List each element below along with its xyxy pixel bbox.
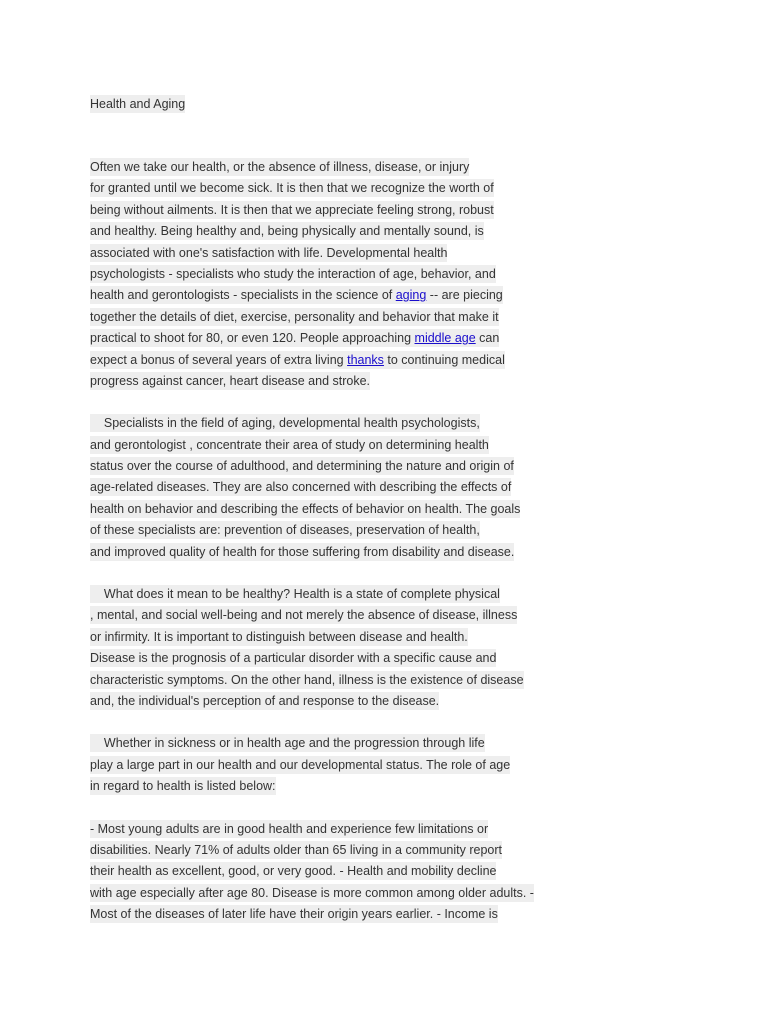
line-highlight [90, 543, 514, 561]
text-segment: can [475, 331, 500, 346]
line-highlight [90, 905, 498, 923]
text-line [90, 243, 560, 264]
text-segment: for granted until we become sick. It is then that we recognize the worth of [90, 181, 494, 196]
text-line [90, 883, 560, 904]
paragraph [90, 584, 560, 712]
line-highlight [90, 179, 494, 197]
paragraph-spacer [90, 712, 560, 733]
line-highlight [90, 222, 484, 240]
text-segment: play a large part in our health and our developmental status. The role of age [90, 757, 511, 772]
text-line [90, 542, 560, 563]
line-highlight [90, 478, 511, 496]
line-highlight [90, 884, 534, 902]
text-segment: together the details of diet, exercise, personality and behavior that make it [90, 309, 499, 324]
paragraph-spacer [90, 392, 560, 413]
text-line [90, 733, 560, 754]
text-line [90, 904, 560, 925]
text-line [90, 221, 560, 242]
document-page [90, 94, 560, 926]
text-line [90, 285, 560, 306]
text-line [90, 840, 560, 861]
line-highlight [90, 500, 520, 518]
text-line [90, 264, 560, 285]
text-segment: and healthy. Being healthy and, being physically and mentally sound, is [90, 224, 484, 239]
text-segment: Often we take our health, or the absence of illness, disease, or injury [90, 160, 470, 174]
text-line [90, 350, 560, 371]
text-line [90, 371, 560, 392]
line-highlight [90, 308, 499, 326]
text-segment: age-related diseases. They are also concerned with describing the effects of [90, 480, 512, 495]
inline-link[interactable]: middle age [414, 331, 476, 346]
text-segment: Disease is the prognosis of a particular disorder with a specific cause and [90, 651, 497, 666]
line-highlight [90, 244, 447, 262]
line-highlight [90, 329, 499, 347]
text-segment: expect a bonus of several years of extra living [90, 352, 348, 367]
line-highlight [90, 414, 480, 432]
line-highlight [90, 286, 503, 304]
text-segment: progress against cancer, heart disease and stroke. [90, 373, 371, 388]
document-body [90, 157, 560, 926]
line-highlight [90, 436, 489, 454]
line-highlight [90, 862, 496, 880]
line-highlight [90, 351, 505, 369]
line-highlight [90, 585, 500, 603]
text-line [90, 178, 560, 199]
text-line [90, 584, 560, 605]
document-title: Health and Aging [90, 97, 186, 111]
text-line [90, 157, 560, 178]
text-line [90, 670, 560, 691]
line-highlight [90, 372, 370, 390]
text-segment: and, the individual's perception of and response to the disease. [90, 693, 440, 708]
text-line [90, 627, 560, 648]
text-segment: disabilities. Nearly 71% of adults older than 65 living in a community report [90, 842, 503, 857]
text-segment: Specialists in the field of aging, developmental health psychologists, [90, 416, 480, 431]
line-highlight [90, 457, 514, 475]
paragraph-spacer [90, 563, 560, 584]
text-line [90, 200, 560, 221]
text-line [90, 499, 560, 520]
line-highlight [90, 201, 494, 219]
text-segment: of these specialists are: prevention of diseases, preservation of health, [90, 523, 480, 538]
text-line [90, 413, 560, 434]
text-line [90, 861, 560, 882]
line-highlight [90, 265, 496, 283]
text-line [90, 520, 560, 541]
text-segment: status over the course of adulthood, and determining the nature and origin of [90, 459, 514, 474]
line-highlight [90, 734, 485, 752]
title-spacer [90, 114, 560, 157]
text-line [90, 456, 560, 477]
text-segment: practical to shoot for 80, or even 120. People approaching [90, 331, 415, 346]
text-line [90, 691, 560, 712]
text-line [90, 819, 560, 840]
text-segment: characteristic symptoms. On the other hand, illness is the existence of disease [90, 672, 524, 687]
paragraph [90, 733, 560, 797]
text-segment: in regard to health is listed below: [90, 779, 276, 794]
inline-link[interactable]: aging [395, 288, 427, 303]
text-line [90, 477, 560, 498]
text-segment: What does it mean to be healthy? Health is a state of complete physical [90, 587, 500, 602]
line-highlight [90, 628, 468, 646]
paragraph-spacer [90, 798, 560, 819]
text-segment: Whether in sickness or in health age and the progression through life [90, 736, 485, 751]
line-highlight [90, 756, 510, 774]
text-line [90, 755, 560, 776]
text-segment: and improved quality of health for those suffering from disability and disease. [90, 544, 515, 559]
text-segment: or infirmity. It is important to distinguish between disease and health. [90, 629, 468, 644]
text-segment: , mental, and social well-being and not merely the absence of disease, illness [90, 608, 518, 623]
line-highlight [90, 777, 276, 795]
text-segment: health on behavior and describing the effects of behavior on health. The goals [90, 501, 521, 516]
text-segment: their health as excellent, good, or very good. - Health and mobility decline [90, 864, 497, 879]
paragraph [90, 413, 560, 563]
line-highlight [90, 671, 524, 689]
line-highlight [90, 649, 496, 667]
text-line [90, 648, 560, 669]
text-segment: health and gerontologists - specialists in the science of [90, 288, 396, 303]
paragraph [90, 819, 560, 926]
text-segment: psychologists - specialists who study the interaction of age, behavior, and [90, 266, 496, 281]
document-title-line [90, 94, 560, 114]
text-segment: with age especially after age 80. Disease is more common among older adults. - [90, 885, 534, 900]
text-line [90, 776, 560, 797]
text-segment: -- are piecing [426, 288, 503, 303]
text-line [90, 435, 560, 456]
line-highlight [90, 521, 480, 539]
paragraph [90, 157, 560, 392]
text-line [90, 307, 560, 328]
text-line [90, 328, 560, 349]
inline-link[interactable]: thanks [347, 352, 384, 367]
line-highlight [90, 841, 502, 859]
line-highlight [90, 158, 469, 176]
text-segment: - Most young adults are in good health and experience few limitations or [90, 821, 489, 836]
text-segment: and gerontologist , concentrate their area of study on determining health [90, 437, 489, 452]
text-segment: associated with one's satisfaction with life. Developmental health [90, 245, 448, 260]
line-highlight [90, 606, 517, 624]
line-highlight [90, 692, 439, 710]
text-segment: being without ailments. It is then that we appreciate feeling strong, robust [90, 202, 494, 217]
text-segment: to continuing medical [383, 352, 505, 367]
text-line [90, 605, 560, 626]
line-highlight [90, 820, 488, 838]
text-segment: Most of the diseases of later life have their origin years earlier. - Income is [90, 907, 498, 922]
